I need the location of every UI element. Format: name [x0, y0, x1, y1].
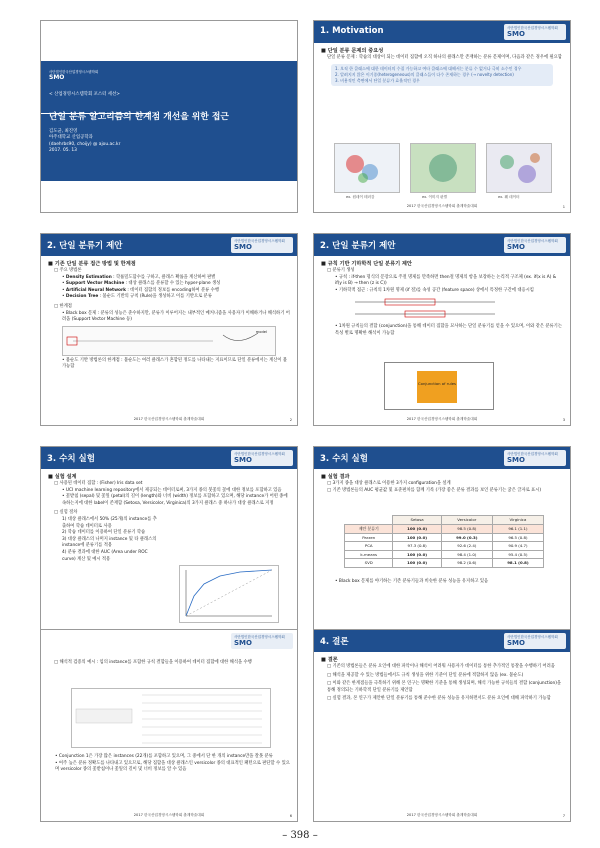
example-intro: □ 해석적 검증의 예시 : 임의 instance를 포함한 규칙 결합들을 이용하여 데이터 집합에 대한 해석을 수행 — [54, 660, 252, 665]
slide-number: 7 — [562, 814, 565, 818]
society-logo: 사단법인한국산업경영시스템학회 SMO — [231, 450, 293, 466]
sub-heading: □ 주요 방법론 — [54, 268, 82, 273]
image-figure — [410, 143, 476, 193]
slide-header: 4. 결론 — [314, 630, 570, 652]
slide-header: 2. 단일 분류기 제안 — [314, 234, 570, 256]
rule-item: • 1차원 규칙들의 결합 (conjunction)을 통해 데이터 집합을 묘사하는 단일 분류기를 얻을 수 있으며, 이와 같은 분류기는 특성 별로 명확한 해석이 가능함 — [335, 323, 562, 336]
society-logo: 사단법인한국산업경영시스템학회 SMO — [49, 70, 99, 81]
title-band — [41, 61, 297, 181]
slide-number: 1 — [562, 205, 565, 209]
result-note: • Black box 문제를 야기하는 기존 분류기들과 비슷한 분류 성능을 유지하고 있음 — [335, 579, 489, 584]
conclusion-item: □ 이와 같은 한계점들을 극복하기 위해 본 연구는 명확한 기준을 통해 생성되며, 해석 가능한 규칙들의 결합 (conjunction)을 통해 정의되는 기하학적 단일 분류기를 제안함 — [327, 681, 562, 693]
sub-heading: □ 실험 절차 — [54, 510, 78, 516]
roc-curve-figure — [179, 565, 279, 623]
society-logo: 사단법인한국산업경영시스템학회 SMO — [504, 633, 566, 649]
method-item: • Decision Tree : 불순도 기반의 규칙 (Rule)을 생성하고 이를 기반으로 분류 — [62, 294, 212, 300]
photo-image — [411, 144, 475, 192]
procedure-list: 1) 대상 클래스에서 50% (25개)의 instance를 추출하여 학습 데이터로 사용 2) 학습 데이터를 이용하여 단일 분류기 학습 3) 대상 클래스의 나머지 instance 및 타 클래스의 instance에 분류기를 적용 4) 분류 결과에 대한 AUC (Area under ROC curve) 계산 및 예시 적용 — [62, 516, 157, 562]
conclusion-slide — [313, 629, 571, 822]
slide-footer: 2017 한국산업경영시스템학회 춘계학술대회 — [406, 813, 478, 817]
proposal-slide-1 — [40, 233, 298, 426]
society-logo: 사단법인한국산업경영시스템학회 SMO — [231, 237, 293, 253]
roc-curve-graphic — [180, 566, 278, 622]
cases-box: 1. 오직 한 클래스에 대한 데이터의 수집 가능하고 여타 클래스에 대해서는 분류 수 없거나 극히 소수인 경우 2. 알려지지 않은 이기종(heterogeneous)의 클래스들이 다수 존재하는 경우 (→ novelty detection) 3. 비용적인 측면에서 단일 분류가 효율적인 경우 — [331, 64, 553, 86]
slide-header: 3. 수치 실험 — [314, 447, 570, 469]
slide-number: 2 — [289, 418, 292, 422]
result-item: □ 기존 방법론들의 AUC 평균값 및 표준편차를 함께 기록 (가장 좋은 분류 결과를 보인 분류기는 굵은 글자로 표시) — [327, 487, 542, 493]
conjunction-figure — [384, 362, 494, 410]
limitation-item: • 불순도 기반 방법론의 한계점 : 불순도는 여러 클래스가 혼합된 정도를 나타내는 지표이므로 단일 분류에서는 계산이 불가능함 — [62, 357, 288, 370]
slide-number: 6 — [289, 814, 292, 818]
experiment-slide-3 — [40, 629, 298, 822]
auc-table — [344, 515, 544, 568]
conclusion-item: □ 기존의 방법론들은 분류 요인에 대한 파악이나 해석이 어려워 사용자가 데이터를 통한 추가적인 통찰을 수행하기 어려움 — [327, 664, 555, 669]
slide-footer: 2017 한국산업경영시스템학회 춘계학술대회 — [133, 417, 205, 421]
conjunction-table-graphic — [72, 689, 270, 747]
figure-caption: ex. 웨 데이터 — [498, 195, 520, 199]
method-item: • Artificial Neural Network : 데이터 집합의 정보를 encoding하여 분류 수행 — [62, 287, 219, 293]
society-logo: 사단법인한국산업경영시스템학회 SMO — [504, 24, 566, 40]
slide-heading: ■ 단일 분류 문제의 중요성 — [321, 48, 384, 54]
rule-item: • 규칙 : if-then 형식의 문장으로 주절 명제를 만족하면 then절 명제의 항을 보장하는 논리적 구조체 (ex. if(x is A) & if(y is B) → then (z is C)) — [335, 274, 557, 287]
society-logo: 사단법인한국산업경영시스템학회 SMO — [231, 633, 293, 649]
slide-header: 1. Motivation — [314, 21, 570, 43]
slide-heading: ■ 규칙 기반 기하학적 단일 분류기 제안 — [321, 261, 412, 267]
network-image — [487, 144, 551, 192]
example-notes: • Conjunction 1은 가장 많은 instances (22개)를 포함하고 있으며, 그 중에서 단 한 개의 instance만을 잘못 분류 • 여주 높은 분류 정확도를 나타내고 있으므로, 해당 집합을 대상 클래스인 versicolor 종의 대표적인 패턴으로 판단할 수 있으며 versicolor 종의 꽃받침이나 꽃잎의 길이 및 너비 정보를 알 수 있음 — [55, 754, 290, 773]
society-logo: 사단법인한국산업경영시스템학회 SMO — [504, 237, 566, 253]
experiment-slide-1 — [40, 446, 298, 639]
conjunction-box: Conjunction of rules — [417, 371, 457, 403]
slide-heading: ■ 기존 단일 분류 접근 방법 및 한계점 — [48, 261, 136, 267]
slide-footer: 2017 한국산업경영시스템학회 춘계학술대회 — [406, 204, 478, 208]
sub-heading: □ 분류기 생성 — [327, 268, 355, 273]
interval-diagram — [345, 294, 505, 320]
dataset-item: • 꽃받침 (sepal) 및 꽃잎 (petal)의 길이 (length)와 너비 (width) 정보를 포함하고 있으며, 해당 instance가 어떤 종에 속하는지에 대한 label이 존재함 (Setosa, Versicolor, Virginica)의 3가지 클래스 중 하나가 대상 클래스로 지정 — [62, 494, 288, 506]
table-row: SVD 100 (0.0) 98.2 (0.6) 98.1 (0.8) — [345, 559, 544, 568]
conclusion-item: □ 해석을 제공할 수 있는 방법들에서도 규칙 생성을 위한 기준이 단일 분류에 적합하지 않음 (ex. 불순도) — [327, 672, 524, 678]
sub-heading: □ 사용된 데이터 집합 : (Fisher) Iris data set — [54, 481, 143, 486]
slide-footer: 2017 한국산업경영시스템학회 춘계학술대회 — [133, 813, 205, 817]
slide-number: 3 — [562, 418, 565, 422]
motivation-slide — [313, 20, 571, 213]
title-slide — [40, 20, 298, 213]
limitation-item: • Black box 문제 : 분류의 성능은 준수하지만, 분류가 이루어지는 내부적인 메커니즘을 사용자가 이해하거나 해석하기 어려움 (Support Vector Machine 등) — [62, 310, 290, 323]
experiment-slide-2 — [313, 446, 571, 639]
scatter-figure — [334, 143, 400, 193]
slide-footer: 2017 한국산업경영시스템학회 춘계학술대회 — [406, 417, 478, 421]
table-row: k-means 100 (0.0) 98.4 (1.0) 95.4 (0.5) — [345, 550, 544, 559]
paper-title: 단일 분류 알고리즘의 한계점 개선을 위한 접근 — [49, 112, 229, 122]
dataset-item: • UCI machine learning repository에서 제공되는 데이터로써, 3가지 종의 붓꽃의 꽃에 대한 정보를 포함하고 있음 — [62, 487, 282, 493]
method-item: • Support Vector Machine : 대상 클래스를 분류할 수 있는 hyper-plane 생성 — [62, 281, 221, 287]
page-number: – 398 – — [282, 830, 318, 841]
figure-caption: ex. 원데이 테러감 — [346, 195, 375, 199]
author-block: 김도균, 최진영 아주대학교 산업공학과 (daehrbs90, choijy) @ ajou.ac.kr 2017. 05. 13 — [49, 129, 121, 154]
slide-heading: ■ 결론 — [321, 657, 338, 663]
slide-heading: ■ 실험 설계 — [48, 474, 77, 480]
society-logo: 사단법인한국산업경영시스템학회 SMO — [504, 450, 566, 466]
session-label: < 산업경영시스템학회 포스터 세션> — [49, 92, 120, 97]
table-row: Parzen 100 (0.0) 99.0 (0.3) 96.5 (0.8) — [345, 533, 544, 542]
slide-header: 3. 수치 실험 — [41, 447, 297, 469]
figure-caption: ex. 이미지 판별 — [422, 195, 448, 199]
conjunction-table-figure — [71, 688, 271, 748]
slide-heading: ■ 실험 결과 — [321, 474, 350, 480]
formula-figure: model — [62, 326, 276, 356]
proposal-slide-2 — [313, 233, 571, 426]
table-row: PCA 97.3 (0.8) 92.6 (2.4) 90.9 (4.7) — [345, 542, 544, 551]
rule-item: • 기하학적 접근 : 규칙의 1차원 명제 (if 절)를 속성 공간 (feature space) 상에서 특정한 구간에 대응시킴 — [335, 287, 534, 293]
slide-header: 2. 단일 분류기 제안 — [41, 234, 297, 256]
sub-heading: □ 한계점 — [54, 303, 72, 309]
table-header-row: Setosa Versicolor Virginica — [345, 516, 544, 525]
result-item: □ 3가지 종을 대상 클래스로 이용한 3가지 configuration을 설계 — [327, 481, 451, 486]
network-figure — [486, 143, 552, 193]
conclusion-item: □ 실험 결과, 본 연구가 제안한 단일 분류기를 통해 준수한 분류 성능을 유지하면서도 분류 요인에 대해 파악하기 가능함 — [327, 696, 551, 702]
scatter-plot-image — [335, 144, 399, 192]
bullet-text: 단일 분류 문제 : 학습의 대상이 되는 데이터 집합에 오직 하나의 클래스만 존재하는 분류 문제이며, 다음과 같은 경우에 필요함 — [327, 55, 562, 60]
method-item: • Density Estimation : 학률밀도함수를 구하고, 클래스 확률을 계산하여 판별 — [62, 274, 216, 280]
formula-graphic — [63, 327, 263, 355]
table-row: 제안 분류기 100 (0.0) 98.5 (0.8) 96.1 (1.1) — [345, 524, 544, 533]
